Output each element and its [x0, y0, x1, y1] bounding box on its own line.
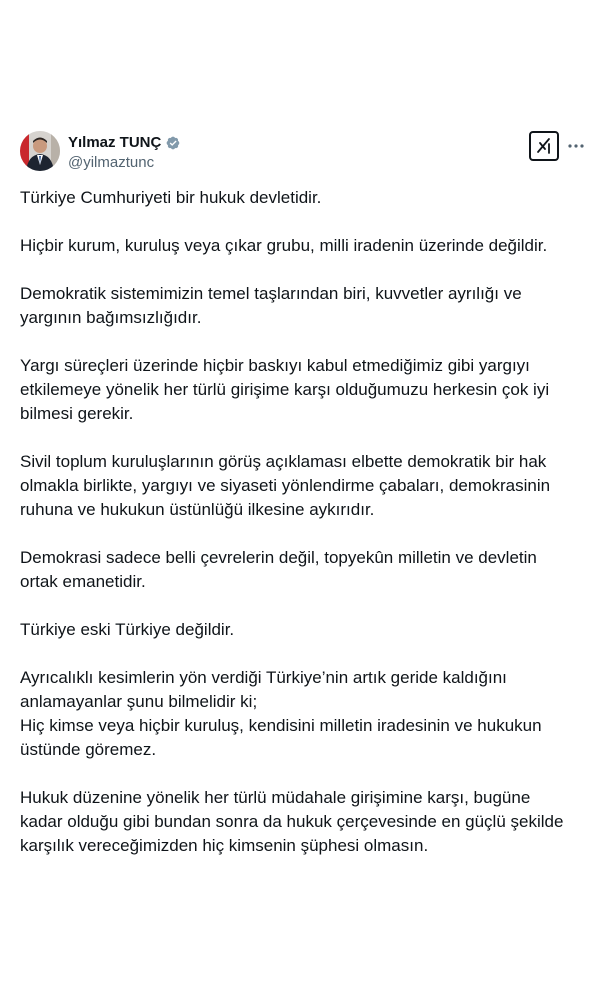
tweet-paragraph: Yargı süreçleri üzerinde hiçbir baskıyı kabul etmediğimiz gibi yargıyı etkilemeye yönelik her türlü girişime karşı olduğumuzu herkesin çok iyi bilmesi gerekir.: [20, 356, 550, 423]
tweet-paragraph: Demokratik sistemimizin temel taşlarından biri, kuvvetler ayrılığı ve yargının bağımsızlığıdır.: [20, 284, 522, 327]
tweet-paragraph: Türkiye Cumhuriyeti bir hukuk devletidir.: [20, 188, 322, 207]
tweet-paragraph: Sivil toplum kuruluşlarının görüş açıklaması elbette demokratik bir hak olmakla birlikte, yargıyı ve siyaseti yönlendirme çabaları, demokrasinin ruhuna ve hukukun üstünlüğü ilkesine aykırıdır.: [20, 452, 551, 519]
grok-icon: [535, 137, 553, 155]
more-horizontal-icon: [566, 136, 586, 156]
tweet-text: [20, 186, 585, 882]
tweet-paragraph: Hiçbir kurum, kuruluş veya çıkar grubu, milli iradenin üzerinde değildir.: [20, 236, 548, 255]
tweet-header: [20, 131, 585, 173]
handle[interactable]: @yilmaztunc: [68, 154, 155, 171]
tweet-paragraph: Demokrasi sadece belli çevrelerin değil, topyekûn milletin ve devletin ortak emanetidir.: [20, 548, 537, 591]
tweet-paragraph: Ayrıcalıklı kesimlerin yön verdiği Türkiye’nin artık geride kaldığını anlamayanlar şunu bilmelidir ki; Hiç kimse veya hiçbir kuruluş, kendisini milletin iradesinin ve hukukun üstünde göremez.: [20, 668, 542, 759]
tweet-paragraph: Türkiye eski Türkiye değildir.: [20, 620, 235, 639]
verified-badge-icon: [164, 134, 182, 152]
display-name[interactable]: Yılmaz TUNÇ: [68, 134, 162, 151]
more-options-button[interactable]: [566, 136, 586, 156]
name-row: [68, 133, 182, 153]
avatar[interactable]: [20, 131, 60, 171]
grok-button[interactable]: [529, 131, 559, 161]
author-identity: [68, 133, 182, 173]
avatar-photo: [20, 131, 60, 171]
tweet-paragraph: Hukuk düzenine yönelik her türlü müdahale girişimine karşı, bugüne kadar olduğu gibi bundan sonra da hukuk çerçevesinde en güçlü şekilde karşılık vereceğimizden hiç kimsenin şüphesi olmasın.: [20, 788, 564, 855]
